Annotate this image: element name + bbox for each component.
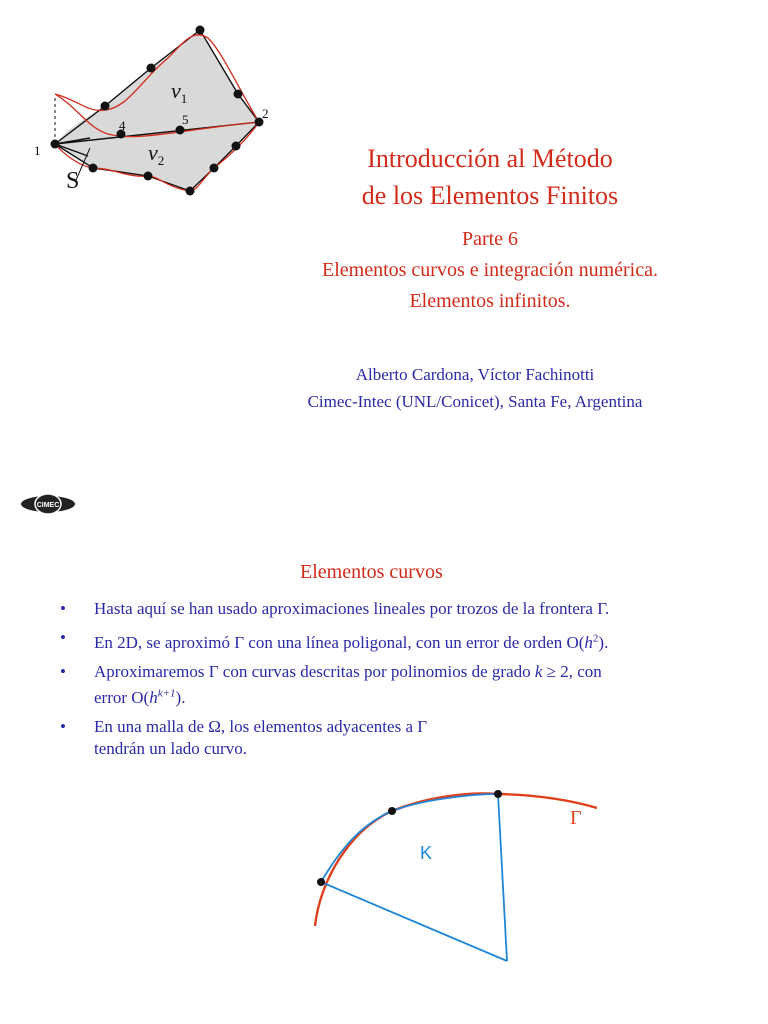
title-line-1: Introducción al Método: [367, 144, 613, 173]
bullet-list: [60, 598, 750, 767]
affiliation: Cimec-Intec (UNL/Conicet), Santa Fe, Argentina: [307, 392, 643, 411]
svg-text:CIMEC: CIMEC: [36, 502, 60, 509]
label-gamma: Γ: [570, 807, 582, 829]
curved-element-k-figure: [300, 780, 610, 980]
bullet-dot: •: [60, 599, 66, 618]
label-node-1: 1: [34, 143, 41, 158]
bullet-item: [60, 598, 750, 620]
title-line-2: de los Elementos Finitos: [361, 181, 619, 210]
label-k: K: [420, 843, 433, 863]
bullet-dot: •: [60, 661, 66, 681]
bullet-dot: •: [60, 717, 66, 737]
bullet-text: Hasta aquí se han usado aproximaciones lineales por trozos de la frontera Γ.: [94, 599, 610, 618]
boundary-gamma: [315, 794, 597, 926]
authors: Alberto Cardona, Víctor Fachinotti: [355, 365, 595, 384]
label-node-2: 2: [262, 106, 269, 121]
bullet-item: [60, 627, 750, 654]
label-v1: $v_1$: [171, 78, 188, 106]
bullet-text: En una malla de Ω, los elementos adyacentes a Γ tendrán un lado curvo.: [94, 717, 428, 759]
section-title: Elementos curvos: [300, 561, 443, 583]
subtitle-line-2: Elementos infinitos.: [409, 290, 571, 312]
curved-elements-figure: [18, 18, 288, 208]
label-v2: $v_2$: [148, 140, 165, 168]
label-node-5: 5: [182, 112, 189, 127]
part-label: Parte 6: [461, 228, 519, 250]
bullet-item: [60, 661, 750, 710]
bullet-dot: •: [60, 628, 66, 647]
bullet-item: [60, 716, 750, 760]
cimec-logo: [20, 490, 78, 518]
bullet-text: En 2D, se aproximó Γ con una línea poligonal, con un error de orden $O(h^2)$.: [94, 632, 609, 652]
label-S: S: [66, 168, 80, 194]
element-k-edges: [321, 794, 507, 961]
label-node-4: 4: [119, 118, 126, 133]
subtitle-line-1: Elementos curvos e integración numérica.: [322, 259, 658, 281]
bullet-text: Aproximaremos Γ con curvas descritas por polinomios de grado k ≥ 2, con error $O(h^{k+1})$.: [94, 661, 602, 708]
